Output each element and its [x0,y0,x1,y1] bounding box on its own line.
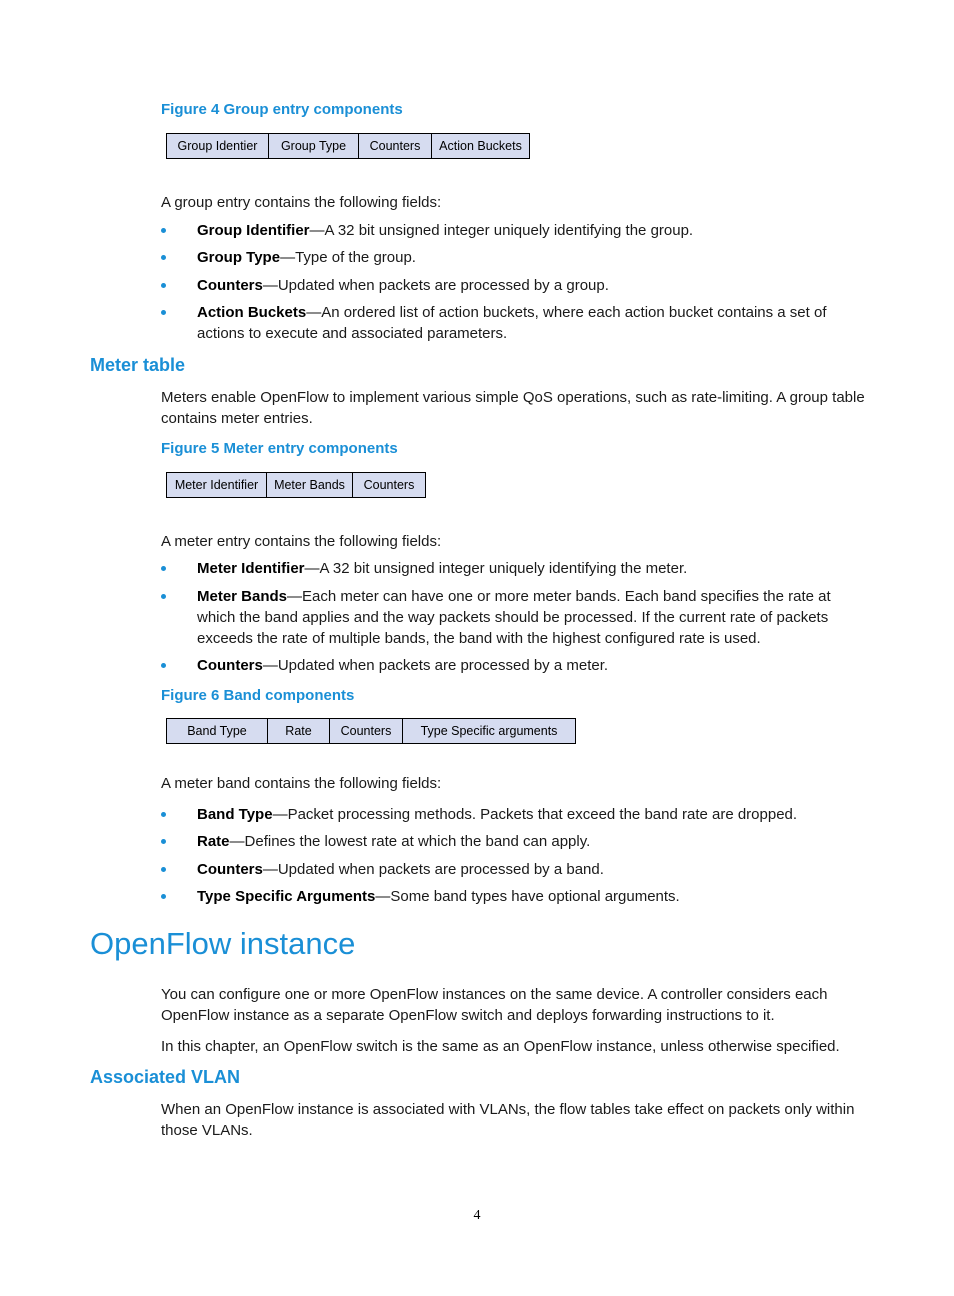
field-counters: Counters [363,478,415,492]
term: Counters [197,657,263,674]
list-item [161,804,866,825]
term: Action Buckets [197,304,307,321]
description: —Updated when packets are processed by a group. [262,277,609,294]
description: —Packet processing methods. Packets that exceed the band rate are dropped. [272,806,798,823]
bullet-icon [161,663,166,668]
list-item [161,655,866,676]
bullet-icon [161,283,166,288]
description: —Each meter can have one or more meter bands. Each band specifies the rate at which the band applies and the way packets should be processed. If the current rate of packets exceeds the rate of multiple bands, the band with the highest configured rate is used. [197,588,831,647]
meter-table-heading: Meter table [90,355,186,375]
list-item [161,558,866,579]
group-entry-diagram [166,133,530,159]
description: —Updated when packets are processed by a band. [262,861,604,878]
figure-5-caption: Figure 5 Meter entry components [161,440,398,457]
list-item [161,586,866,649]
bullet-icon [161,894,166,899]
list-item [161,831,866,852]
list-item [161,886,866,907]
associated-vlan-para: When an OpenFlow instance is associated with VLANs, the flow tables take effect on packets only within those VLANs. [161,1101,855,1139]
field-counters: Counters [359,134,432,158]
bullet-icon [161,839,166,844]
field-meter-identifier: Meter Identifier [167,473,267,497]
list-item [161,275,866,296]
bullet-icon [161,310,166,315]
meter-entry-diagram [166,472,426,498]
bullet-icon [161,255,166,260]
figure-6-caption: Figure 6 Band components [161,687,355,704]
field-band-type: Band Type [167,719,268,743]
band-diagram [166,718,576,744]
description: —An ordered list of action buckets, where each action bucket contains a set of actions to execute and associated parameters. [197,304,827,342]
bullet-icon [161,566,166,571]
term: Counters [197,277,263,294]
description: —Updated when packets are processed by a meter. [262,657,609,674]
openflow-instance-para-1: You can configure one or more OpenFlow instances on the same device. A controller considers each OpenFlow instance as a separate OpenFlow switch and deploys forwarding instructions to it. [161,986,828,1024]
openflow-instance-heading: OpenFlow instance [90,926,356,961]
description: —A 32 bit unsigned integer uniquely identifying the group. [309,222,694,239]
description: —Type of the group. [280,249,416,266]
list-item [161,220,866,241]
field-counters: Counters [330,719,403,743]
meter-intro: A meter entry contains the following fields: [161,533,442,550]
bullet-icon [161,867,166,872]
bullet-icon [161,812,166,817]
page-number: 4 [473,1208,481,1223]
term: Meter Bands [197,588,288,605]
openflow-instance-para-2: In this chapter, an OpenFlow switch is the same as an OpenFlow instance, unless otherwise specified. [161,1038,840,1055]
term: Meter Identifier [197,560,305,577]
field-group-identifier: Group Identier [167,134,269,158]
term: Counters [197,861,263,878]
bullet-icon [161,594,166,599]
field-type-specific-arguments: Type Specific arguments [420,724,558,738]
term: Type Specific Arguments [197,888,376,905]
field-rate: Rate [268,719,330,743]
meter-table-intro: Meters enable OpenFlow to implement various simple QoS operations, such as rate-limiting. A group table contains meter entries. [161,389,865,427]
field-action-buckets: Action Buckets [439,139,522,153]
group-intro: A group entry contains the following fields: [161,194,442,211]
band-intro: A meter band contains the following fields: [161,775,442,792]
associated-vlan-heading: Associated VLAN [90,1067,241,1087]
description: —Defines the lowest rate at which the band can apply. [229,833,591,850]
list-item [161,302,866,344]
bullet-icon [161,228,166,233]
figure-4-caption: Figure 4 Group entry components [161,101,403,118]
term: Group Type [197,249,281,266]
field-meter-bands: Meter Bands [267,473,353,497]
term: Rate [197,833,230,850]
list-item [161,859,866,880]
description: —A 32 bit unsigned integer uniquely identifying the meter. [304,560,688,577]
term: Band Type [197,806,273,823]
list-item [161,247,866,268]
description: —Some band types have optional arguments. [375,888,680,905]
term: Group Identifier [197,222,310,239]
field-group-type: Group Type [269,134,359,158]
